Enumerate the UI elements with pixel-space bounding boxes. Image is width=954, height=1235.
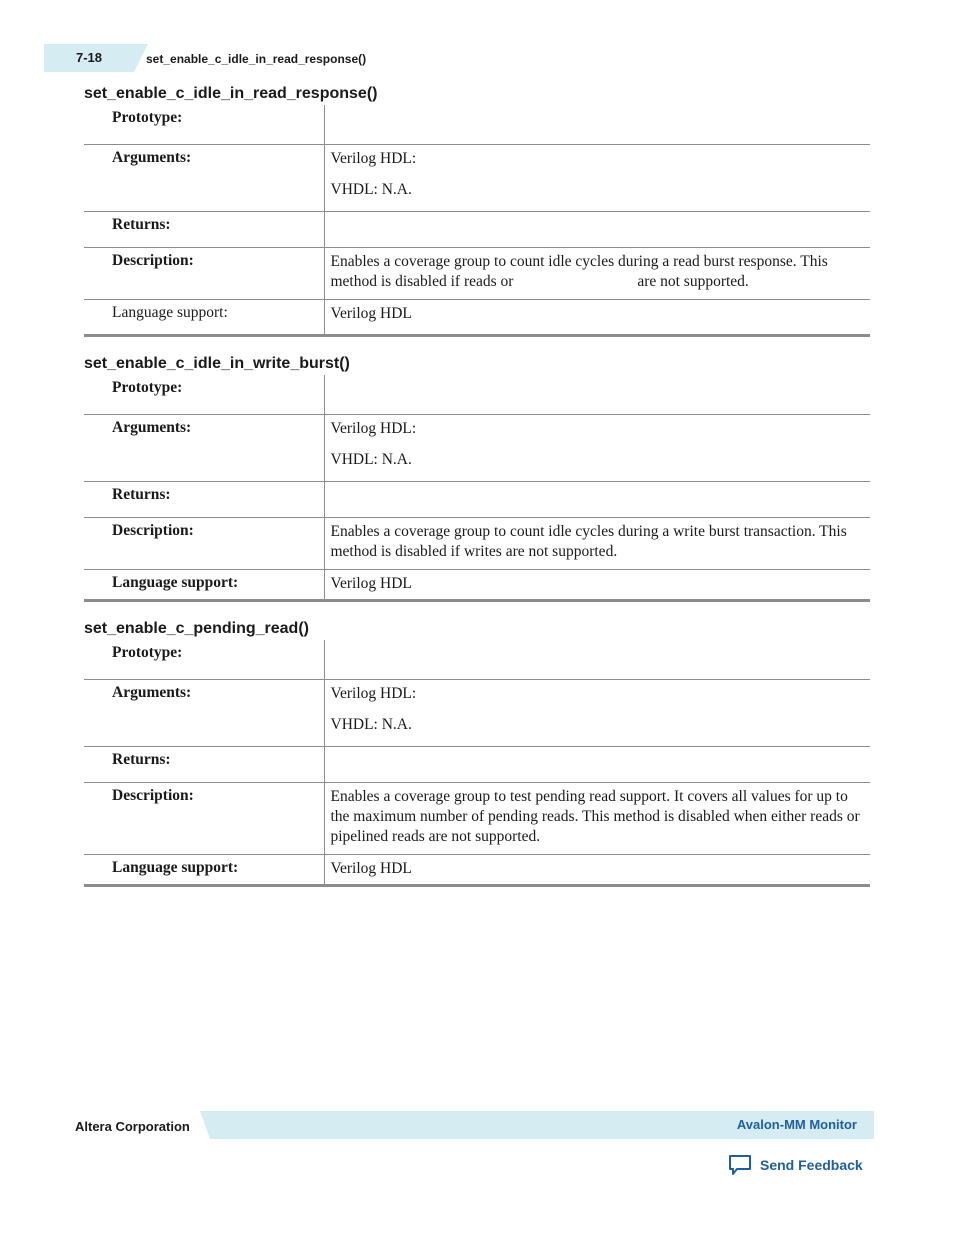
row-value <box>324 247 870 299</box>
value-line: Verilog HDL: <box>330 419 417 437</box>
row-value <box>324 746 870 782</box>
row-label: Arguments: <box>84 679 324 746</box>
row-value <box>324 144 870 211</box>
row-label: Returns: <box>84 211 324 247</box>
row-value: Enables a coverage group to count idle cycles during a write burst transaction. This method is disabled if writes are not supported. <box>330 522 847 560</box>
row-label: Returns: <box>84 746 324 782</box>
description-text: Enables a coverage group to count idle cycles during a read burst response. This method is disabled if reads or <box>330 252 828 290</box>
table-row <box>84 640 870 679</box>
corporation-name: Altera Corporation <box>75 1119 190 1134</box>
table-row <box>84 746 870 782</box>
table-row <box>84 481 870 517</box>
api-section <box>84 83 870 337</box>
row-value <box>324 481 870 517</box>
row-value <box>324 640 870 679</box>
row-label: Prototype: <box>84 375 324 414</box>
api-section <box>84 353 870 602</box>
section-title: set_enable_c_idle_in_write_burst() <box>84 355 350 372</box>
api-table <box>84 640 870 887</box>
row-value <box>324 679 870 746</box>
row-label: Description: <box>84 247 324 299</box>
send-feedback-label: Send Feedback <box>760 1157 863 1173</box>
row-label: Language support: <box>84 299 324 335</box>
speech-bubble-icon <box>728 1154 752 1176</box>
row-label: Prototype: <box>84 105 324 144</box>
value-line: VHDL: N.A. <box>330 180 412 198</box>
row-value: Verilog HDL <box>330 574 412 592</box>
table-row <box>84 247 870 299</box>
section-title: set_enable_c_pending_read() <box>84 620 309 637</box>
row-value <box>324 375 870 414</box>
row-value: Enables a coverage group to test pending read support. It covers all values for up to the maximum number of pending reads. This method is disabled when either reads or pipelined reads are not supported. <box>330 787 860 845</box>
table-row <box>84 569 870 600</box>
running-title: set_enable_c_idle_in_read_response() <box>146 52 367 66</box>
row-label: Arguments: <box>84 414 324 481</box>
description-text-after: are not supported. <box>637 272 749 290</box>
table-row <box>84 414 870 481</box>
value-line: Verilog HDL: <box>330 684 417 702</box>
row-label: Prototype: <box>84 640 324 679</box>
page-number: 7-18 <box>76 50 103 65</box>
row-label: Description: <box>84 517 324 569</box>
row-value <box>324 211 870 247</box>
row-label: Returns: <box>84 481 324 517</box>
table-row <box>84 299 870 335</box>
row-value <box>324 414 870 481</box>
api-table <box>84 375 870 602</box>
row-value: Verilog HDL <box>330 304 412 322</box>
table-row <box>84 517 870 569</box>
row-value <box>324 105 870 144</box>
value-line: VHDL: N.A. <box>330 450 412 468</box>
api-section <box>84 618 870 887</box>
document-name: Avalon-MM Monitor <box>736 1117 857 1132</box>
send-feedback-link[interactable] <box>728 1154 863 1176</box>
row-label: Description: <box>84 782 324 854</box>
value-line: VHDL: N.A. <box>330 715 412 733</box>
api-table <box>84 105 870 337</box>
value-line: Verilog HDL: <box>330 149 417 167</box>
row-label: Language support: <box>84 569 324 600</box>
section-title: set_enable_c_idle_in_read_response() <box>84 85 378 102</box>
table-row <box>84 211 870 247</box>
row-label: Arguments: <box>84 144 324 211</box>
table-row <box>84 375 870 414</box>
row-label: Language support: <box>84 854 324 885</box>
table-row <box>84 144 870 211</box>
table-row <box>84 679 870 746</box>
row-value: Verilog HDL <box>330 859 412 877</box>
table-row <box>84 782 870 854</box>
table-row <box>84 854 870 885</box>
table-row <box>84 105 870 144</box>
